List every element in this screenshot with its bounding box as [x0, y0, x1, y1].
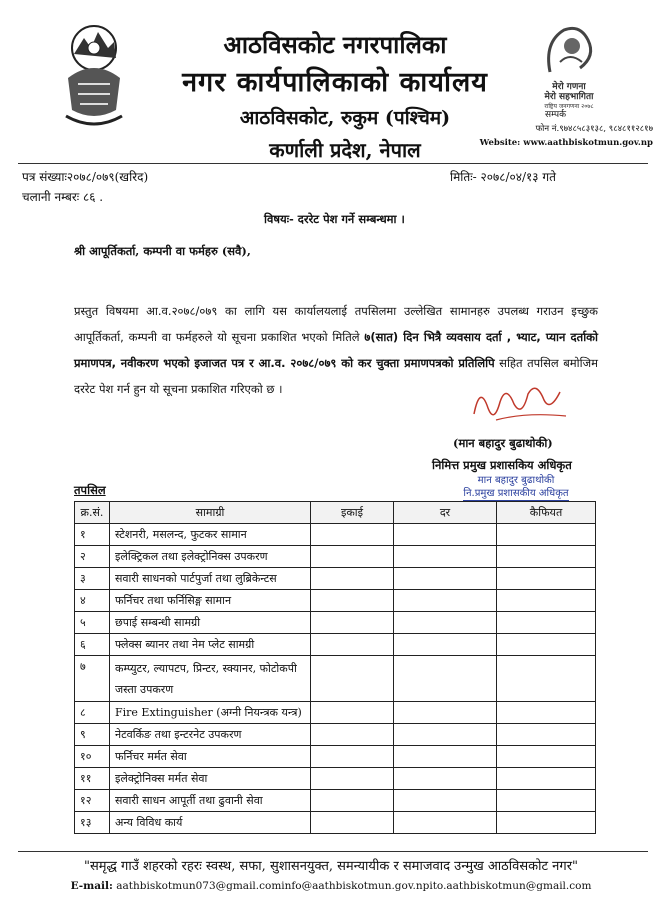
footer-divider: [18, 851, 648, 852]
row-unit: [311, 546, 394, 568]
table-label: तपसिल: [74, 483, 106, 497]
table-row: [75, 524, 596, 546]
row-remarks: [497, 702, 596, 724]
stamp-name: मान बहादुर बुढाथोकी: [477, 475, 555, 486]
office-name: नगर कार्यपालिकाको कार्यालय: [182, 67, 488, 98]
table-row: [75, 812, 596, 834]
col-serial: क्र.सं.: [75, 502, 110, 524]
footer-email: [20, 880, 642, 892]
body-text-bold: ७(सात) दिन भित्रै व्यवसाय दर्ता , भ्याट, प्यान दर्ताको प्रमाणपत्र, नवीकरण भएको इजाजत पत्र र आ.व. २०७८/०७९ को कर चुक्ता प्रमाणपत्रको प्रतिलिपि: [74, 330, 598, 370]
row-rate: [394, 634, 497, 656]
website: Website: www.aathbiskotmun.gov.np: [479, 138, 653, 148]
row-unit: [311, 724, 394, 746]
table-header-row: [75, 502, 596, 524]
signatory-name: (मान बहादुर बुढाथोकी): [453, 436, 553, 450]
footer-slogan: "समृद्ध गाउँ शहरको रहरः स्वस्थ, सफा, सुशासनयुक्त, समन्यायीक र समाजवाद उन्मुख आठविसकोट नगर": [84, 859, 578, 874]
row-remarks: [497, 524, 596, 546]
row-unit: [311, 524, 394, 546]
census-logo-text-1: मेरो गणना: [552, 82, 586, 92]
row-remarks: [497, 590, 596, 612]
row-rate: [394, 524, 497, 546]
row-rate: [394, 724, 497, 746]
row-serial: ८: [75, 702, 110, 724]
row-unit: [311, 812, 394, 834]
row-item: अन्य विविध कार्य: [110, 812, 311, 834]
row-serial: ९: [75, 724, 110, 746]
row-serial: ६: [75, 634, 110, 656]
row-serial: १२: [75, 790, 110, 812]
row-serial: ५: [75, 612, 110, 634]
row-remarks: [497, 724, 596, 746]
row-unit: [311, 768, 394, 790]
row-item: कम्प्युटर, ल्यापटप, प्रिन्टर, स्क्यानर, फोटोकपी जस्ता उपकरण: [110, 656, 311, 702]
row-unit: [311, 656, 394, 702]
row-rate: [394, 790, 497, 812]
row-item: नेटवर्किङ तथा इन्टरनेट उपकरण: [110, 724, 311, 746]
subject-line: विषयः- दररेट पेश गर्ने सम्बन्धमा ।: [264, 212, 405, 226]
province-name: कर्णाली प्रदेश, नेपाल: [269, 138, 421, 162]
row-item: Fire Extinguisher (अग्नी नियन्त्रक यन्त्र): [110, 702, 311, 724]
row-unit: [311, 746, 394, 768]
nepal-emblem-icon: [58, 18, 130, 136]
row-serial: १३: [75, 812, 110, 834]
table-row: [75, 746, 596, 768]
row-remarks: [497, 568, 596, 590]
col-remarks: कैफियत: [497, 502, 596, 524]
row-item: इलेक्ट्रिकल तथा इलेक्ट्रोनिक्स उपकरण: [110, 546, 311, 568]
row-remarks: [497, 812, 596, 834]
row-serial: ४: [75, 590, 110, 612]
row-serial: ३: [75, 568, 110, 590]
table-row: [75, 656, 596, 702]
row-rate: [394, 812, 497, 834]
row-unit: [311, 790, 394, 812]
row-serial: २: [75, 546, 110, 568]
row-unit: [311, 634, 394, 656]
row-unit: [311, 702, 394, 724]
municipality-name: आठविसकोट नगरपालिका: [223, 30, 447, 59]
row-unit: [311, 590, 394, 612]
table-row: [75, 724, 596, 746]
email-addresses: aathbiskotmun073@gmail.cominfo@aathbiskotmun.gov.npito.aathbiskotmun@gmail.com: [116, 880, 592, 892]
row-unit: [311, 568, 394, 590]
row-serial: ७: [75, 656, 110, 702]
row-unit: [311, 612, 394, 634]
row-serial: ११: [75, 768, 110, 790]
col-item: सामाग्री: [110, 502, 311, 524]
phone-number: फोन नं.९७४८५८३१३८, ९८४८११२८१७: [535, 124, 653, 134]
signature-icon: [466, 374, 576, 430]
signatory-designation: निमित्त प्रमुख प्रशासकिय अधिकृत: [432, 458, 572, 472]
row-rate: [394, 768, 497, 790]
row-rate: [394, 702, 497, 724]
census-logo-text-2: मेरो सहभागिता: [544, 92, 594, 102]
stamp-designation: नि.प्रमुख प्रशासकीय अधिकृत: [463, 488, 569, 499]
row-remarks: [497, 612, 596, 634]
col-unit: इकाई: [311, 502, 394, 524]
table-row: [75, 546, 596, 568]
row-item: फर्निचर मर्मत सेवा: [110, 746, 311, 768]
contact-block: [458, 108, 653, 150]
table-row: [75, 568, 596, 590]
office-location: आठविसकोट, रुकुम (पश्चिम): [239, 107, 451, 129]
row-item: फर्निचर तथा फर्निसिङ्ग सामान: [110, 590, 311, 612]
row-remarks: [497, 790, 596, 812]
table-row: [75, 768, 596, 790]
table-row: [75, 590, 596, 612]
col-rate: दर: [394, 502, 497, 524]
row-remarks: [497, 634, 596, 656]
row-serial: १०: [75, 746, 110, 768]
row-remarks: [497, 768, 596, 790]
reference-number: पत्र संख्याः२०७८/०७९(खरिद): [22, 170, 149, 184]
census-logo-text-3: राष्ट्रिय जनगणना २०७८: [544, 103, 594, 110]
contact-label: सम्पर्क: [545, 110, 566, 120]
row-rate: [394, 612, 497, 634]
row-item: इलेक्ट्रोनिक्स मर्मत सेवा: [110, 768, 311, 790]
table-row: [75, 702, 596, 724]
row-serial: १: [75, 524, 110, 546]
letter-date: मितिः- २०७८/०४/१३ गते: [450, 170, 556, 184]
row-rate: [394, 746, 497, 768]
body-text-1: प्रस्तुत विषयमा आ.व.२०७८/०७९ का लागि यस कार्यालयलाई तपसिलमा उल्लेखित सामानहरु उपलब्ध गराउन इच्छुक आपूर्तिकर्ता, कम्पनी वा फर्महरुले यो सूचना प्रकाशित भएको मितिले: [74, 304, 598, 344]
table-row: [75, 790, 596, 812]
row-rate: [394, 568, 497, 590]
official-stamp: [456, 474, 576, 501]
table-row: [75, 634, 596, 656]
addressee: श्री आपूर्तिकर्ता, कम्पनी वा फर्महरु (सवै),: [74, 244, 251, 258]
email-label: E-mail:: [70, 880, 113, 892]
row-remarks: [497, 546, 596, 568]
census-logo-icon: [530, 22, 608, 112]
row-item: छपाई सम्बन्धी सामग्री: [110, 612, 311, 634]
items-table: [74, 501, 596, 834]
row-item: फ्लेक्स ब्यानर तथा नेम प्लेट सामग्री: [110, 634, 311, 656]
row-item: सवारी साधन आपूर्ती तथा ढुवानी सेवा: [110, 790, 311, 812]
row-remarks: [497, 746, 596, 768]
row-item: स्टेशनरी, मसलन्द, फुटकर सामान: [110, 524, 311, 546]
dispatch-number: चलानी नम्बरः ८६ .: [22, 190, 104, 204]
row-item: सवारी साधनको पार्टपुर्जा तथा लुब्रिकेन्टस: [110, 568, 311, 590]
header-divider: [18, 163, 648, 164]
row-remarks: [497, 656, 596, 702]
row-rate: [394, 590, 497, 612]
body-text-2: सहित तपसिल बमोजिम दररेट पेश गर्न हुन यो सूचना प्रकाशित गरिएको छ ।: [74, 356, 598, 396]
row-rate: [394, 546, 497, 568]
row-rate: [394, 656, 497, 702]
table-row: [75, 612, 596, 634]
